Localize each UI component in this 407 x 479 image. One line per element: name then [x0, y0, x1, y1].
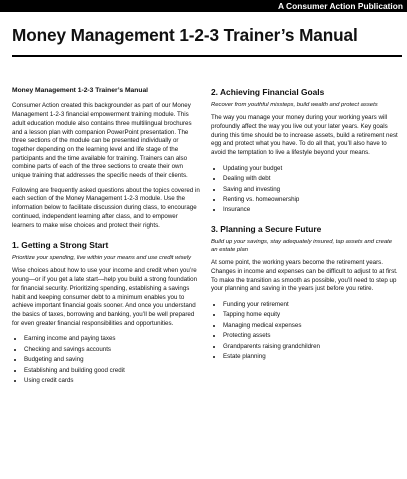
- section-2-paragraph: The way you manage your money during your working years will profoundly affect the way you live out your later years. Key goals during this time should be to increase assets, build a retirement nest egg and protect what you have. To do all that, you’ll also have to avoid the temptation to live a lifestyle beyond your means.: [211, 114, 398, 157]
- list-item: • Establishing and building good credit: [24, 366, 201, 376]
- publisher-label: A Consumer Action Publication: [277, 1, 403, 11]
- section-1-heading: 1. Getting a Strong Start: [12, 240, 109, 251]
- left-column: [12, 87, 201, 394]
- list-item: • Using credit cards: [24, 376, 201, 386]
- intro-paragraph-2: Following are frequently asked questions about the topics covered in each section of the Money Management 1-2-3 module. Use the information below to facilitate discussion during class, to encourage continued, independent learning after class, and to empower learners to make wise choices and protect their rights.: [12, 186, 200, 229]
- section-3-paragraph: At some point, the working years become the retirement years. Changes in income and expenses can be difficult to adjust to at first. To make the transition as smooth as possible, you’ll need to step up your planning and saving in the years just before you retire.: [211, 259, 398, 293]
- list-item: • Tapping home equity: [223, 310, 400, 320]
- list-item: • Earning income and paying taxes: [24, 334, 201, 344]
- section-3-heading: 3. Planning a Secure Future: [211, 223, 322, 234]
- list-item: • Protecting assets: [223, 331, 400, 341]
- title-divider: [12, 55, 402, 57]
- page-title: Money Management 1-2-3 Trainer’s Manual: [12, 25, 358, 45]
- list-item: • Insurance: [223, 205, 400, 215]
- list-item: • Updating your budget: [223, 164, 400, 174]
- list-item: • Dealing with debt: [223, 174, 400, 184]
- section-1-subtitle: Prioritize your spending, live within your means and use credit wisely: [12, 255, 192, 262]
- right-column: [211, 87, 400, 370]
- section-2-list: [211, 164, 400, 216]
- section-1-paragraph: Wise choices about how to use your income and credit when you’re young—or if you get a late start—help you build a strong foundation for financial security. Prioritizing spending, establishing a savings habit and keeping consumer debt to a minimum enables you to achieve important financial goals sooner. And once you understand the basics of taxes, borrowing and banking, you’ll be well prepared for even greater financial responsibilities and opportunities.: [12, 267, 198, 327]
- publisher-banner: [0, 0, 407, 12]
- section-2-heading: 2. Achieving Financial Goals: [211, 87, 325, 97]
- list-item: • Funding your retirement: [223, 300, 400, 310]
- list-item: • Saving and investing: [223, 185, 400, 195]
- section-3-subtitle: Build up your savings, stay adequately insured, tap assets and create an estate plan: [211, 238, 393, 253]
- section-2-subtitle: Recover from youthful missteps, build wealth and protect assets: [211, 102, 378, 108]
- list-item: • Estate planning: [223, 352, 400, 362]
- intro-paragraph-1: Consumer Action created this backgrounder as part of our Money Management 1-2-3 financial empowerment training module. This adult education module also contains three multilingual brochures and a lesson plan with companion PowerPoint presentation. The three sections of the module can be presented individually or together depending on the learning level and life stage of the participants and the time available for training. Trainers can also combine parts of each of the three sections to create their own unique training that addresses the specific needs of their clients.: [12, 102, 192, 180]
- list-item: • Grandparents raising grandchildren: [223, 342, 400, 352]
- list-item: • Checking and savings accounts: [24, 345, 201, 355]
- section-1-list: [12, 334, 201, 386]
- column-heading: Money Management 1-2-3 Trainer’s Manual: [12, 87, 149, 94]
- section-3-list: [211, 300, 400, 362]
- list-item: • Renting vs. homeownership: [223, 195, 400, 205]
- list-item: • Managing medical expenses: [223, 321, 400, 331]
- list-item: • Budgeting and saving: [24, 355, 201, 365]
